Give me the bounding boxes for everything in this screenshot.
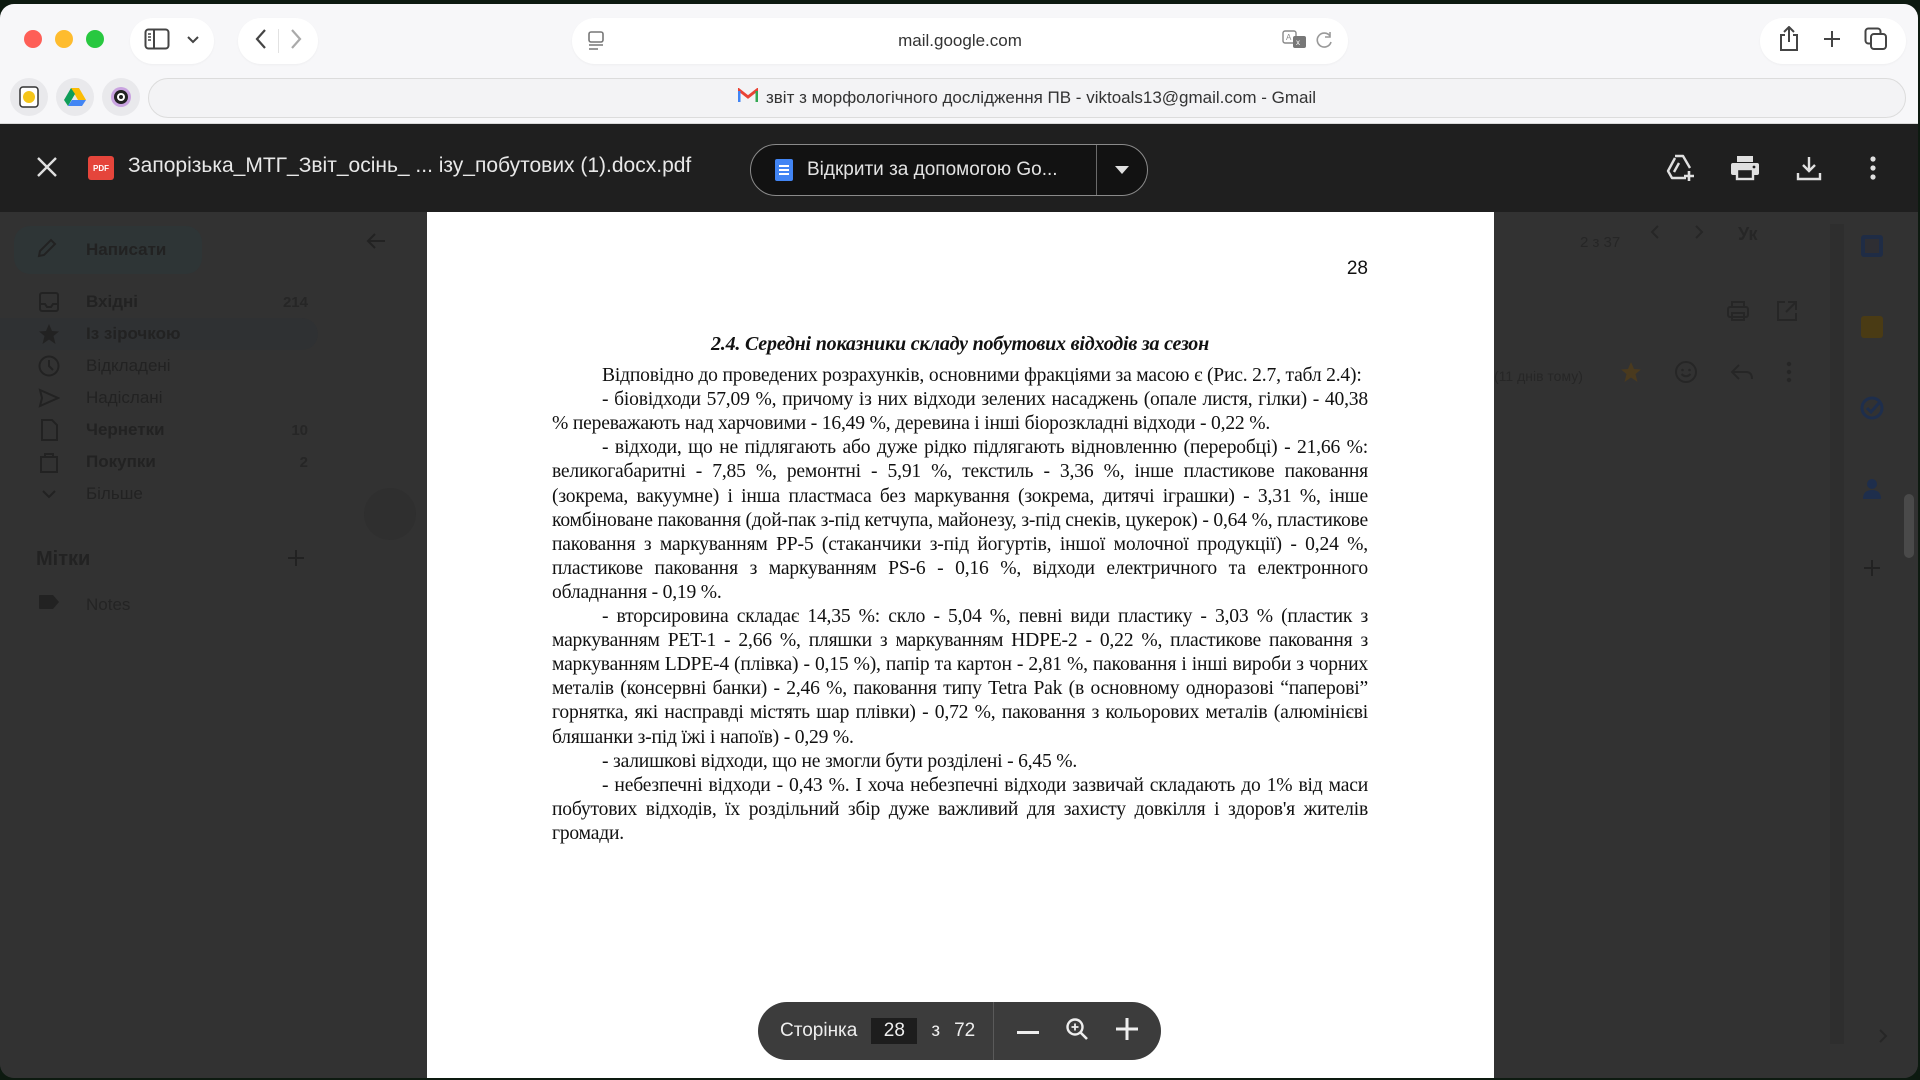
nav-item-purchases[interactable] bbox=[0, 446, 320, 478]
paragraph: - вторсировина складає 14,35 %: скло - 5,04 %, певні види пластику - 3,03 % (пластик з маркуванням PET-1 - 2,66 %, пляшки з маркуванням HDPE-2 - 0,22 %, пластикове паковання з маркуванням LDPE-4 (плівка) - 0,15 %), папір та картон - 2,81 %, паковання і інші вироби з чорних металів (консервні банки) - 2,46 %, паковання типу Tetra Pak (в основному одноразові “паперові” горнятка, які насправді містять шар плівки) - 0,72 %, паковання з кольорових металів (алюмінієві бляшанки з-під їжі і напоїв) - 0,29 %. bbox=[552, 606, 1368, 748]
more-options-icon[interactable] bbox=[1786, 361, 1792, 388]
calendar-icon[interactable] bbox=[1860, 234, 1884, 263]
draft-icon bbox=[38, 419, 60, 441]
compose-label: Написати bbox=[86, 240, 167, 259]
of-label: з bbox=[931, 1020, 941, 1041]
nav-label: Відкладені bbox=[86, 356, 171, 375]
inbox-icon bbox=[38, 292, 60, 312]
message-tools bbox=[1726, 300, 1798, 327]
nav-label: Надіслані bbox=[86, 388, 163, 407]
nav-label: Покупки bbox=[86, 452, 156, 471]
google-drive-icon[interactable] bbox=[56, 78, 94, 116]
zoom-out-button[interactable] bbox=[1017, 1022, 1039, 1040]
active-tab[interactable] bbox=[148, 78, 1906, 118]
side-panel-scrollbar[interactable] bbox=[1904, 494, 1914, 558]
back-to-list-icon[interactable] bbox=[366, 232, 386, 255]
toolbar-actions bbox=[1760, 18, 1906, 64]
keep-icon[interactable] bbox=[1860, 315, 1884, 344]
shopping-bag-icon bbox=[38, 451, 60, 473]
current-page-input[interactable]: 28 bbox=[871, 1018, 917, 1044]
contacts-icon[interactable] bbox=[1861, 477, 1883, 506]
nav-label: Вхідні bbox=[86, 292, 139, 311]
favorites-bar bbox=[10, 78, 140, 116]
paragraph: - залишкові відходи, що не змогли бути розділені - 6,45 %. bbox=[602, 750, 1078, 772]
url-text: mail.google.com bbox=[898, 31, 1022, 50]
open-with-docs-button[interactable] bbox=[751, 145, 1097, 195]
close-viewer-button[interactable] bbox=[34, 154, 60, 185]
open-in-new-window-icon[interactable] bbox=[1776, 300, 1798, 327]
message-nav bbox=[1650, 224, 1758, 245]
nav-item-drafts[interactable] bbox=[0, 414, 320, 446]
nav-label: Більше bbox=[86, 484, 143, 503]
pdf-file-icon: PDF bbox=[88, 156, 114, 180]
browser-window bbox=[0, 4, 1918, 1078]
star-icon bbox=[38, 323, 60, 345]
nav-item-snoozed[interactable] bbox=[0, 350, 320, 382]
gmail-icon bbox=[738, 88, 758, 108]
clock-icon bbox=[38, 355, 60, 377]
sidebar-icon[interactable] bbox=[144, 28, 170, 55]
label-item-notes[interactable] bbox=[38, 594, 130, 615]
reply-icon[interactable] bbox=[1730, 362, 1754, 387]
nav-item-starred[interactable] bbox=[0, 318, 318, 350]
label-name: Notes bbox=[86, 594, 131, 614]
section-heading: 2.4. Середні показники складу побутових відходів за сезон bbox=[711, 333, 1209, 355]
chevron-down-icon[interactable] bbox=[186, 32, 200, 50]
paragraph: - відходи, що не підлягають або дуже рідко підлягають відновленню (переробці) - 21,66 %: великогабаритні - 7,85 %, ремонтні - 5,91 %, текстиль - 3,36 %, інше пластикове паковання (зокрема, вакуумне) і інша пластмаса без маркування (зокрема, дитячі іграшки) - 3,31 %, інше комбіноване паковання (дой-пак з-під кетчупа, майонезу, з-під снеків, цукерок) - 0,64 %, пластикове паковання з маркуванням PP-5 (стаканчики з-під йогуртів, іншої молочної продукції) - 0,24 %, пластикове паковання з маркуванням PS-6 - 0,16 %, відходи електричного та електронного обладнання - 0,19 %. bbox=[552, 437, 1368, 603]
input-language-selector[interactable]: Ук bbox=[1738, 224, 1758, 244]
zoom-controls bbox=[994, 1017, 1161, 1046]
forward-button[interactable] bbox=[289, 27, 303, 56]
side-apps-panel bbox=[1860, 234, 1884, 583]
tasks-icon[interactable] bbox=[1860, 396, 1884, 425]
pencil-icon bbox=[36, 237, 58, 264]
nav-item-inbox[interactable] bbox=[0, 286, 320, 318]
chevron-down-icon bbox=[38, 489, 60, 499]
paragraph: - біовідходи 57,09 %, причому із них відходи зелених насаджень (опале листя, гілки) - 40,38 % переважають над харчовими - 16,49 %, деревина і інші біорозкладні відходи - 0,22 %. bbox=[552, 389, 1368, 435]
viewer-actions bbox=[1664, 148, 1890, 188]
back-button[interactable] bbox=[254, 27, 268, 56]
page-label: Сторінка bbox=[780, 1020, 858, 1041]
camera-app-icon[interactable] bbox=[102, 78, 140, 116]
open-with-dropdown-button[interactable] bbox=[1097, 166, 1147, 174]
browser-toolbar bbox=[0, 4, 1918, 124]
tab-overview-icon[interactable] bbox=[1864, 27, 1888, 56]
navigation-group bbox=[238, 18, 318, 64]
divider bbox=[278, 29, 279, 53]
zoom-fit-button[interactable] bbox=[1065, 1017, 1089, 1046]
zoom-in-button[interactable] bbox=[1116, 1018, 1138, 1045]
page-controls bbox=[758, 1002, 1161, 1060]
print-all-icon[interactable] bbox=[1726, 300, 1750, 327]
labels-section bbox=[36, 548, 306, 574]
previous-message-icon[interactable] bbox=[1650, 224, 1660, 245]
nav-label: Чернетки bbox=[86, 420, 165, 439]
download-button[interactable] bbox=[1792, 148, 1826, 188]
share-icon[interactable] bbox=[1778, 26, 1800, 57]
paragraph: Відповідно до проведених розрахунків, основними фракціями за масою є (Рис. 2.7, табл 2.4): bbox=[602, 365, 1362, 387]
pdf-page bbox=[427, 212, 1494, 1078]
notes-app-icon[interactable] bbox=[10, 78, 48, 116]
add-to-drive-button[interactable] bbox=[1664, 148, 1698, 188]
message-actions bbox=[1620, 360, 1792, 389]
nav-count: 214 bbox=[282, 293, 308, 311]
close-window-button[interactable] bbox=[24, 30, 42, 48]
labels-heading: Мітки bbox=[36, 548, 91, 570]
next-message-icon[interactable] bbox=[1694, 224, 1704, 245]
reload-icon[interactable] bbox=[1316, 30, 1334, 55]
nav-item-sent[interactable] bbox=[0, 382, 320, 414]
print-button[interactable] bbox=[1728, 148, 1762, 188]
window-controls bbox=[24, 30, 104, 48]
label-icon bbox=[38, 594, 60, 615]
page-menu-icon[interactable] bbox=[586, 30, 606, 57]
open-with-label: Відкрити за допомогою Go... bbox=[807, 159, 1058, 180]
sender-avatar bbox=[364, 488, 416, 540]
paragraph: - небезпечні відходи - 0,43 %. І хоча небезпечні відходи зазвичай складають до 1% від маси побутових відходів, їх роздільний збір дуже важливий для захисту довкілля і здоров'я жителів громади. bbox=[552, 774, 1368, 844]
document-body bbox=[552, 332, 1368, 846]
google-docs-icon bbox=[775, 159, 793, 181]
caret-down-icon bbox=[1115, 166, 1129, 174]
page-indicator bbox=[758, 1002, 994, 1060]
emoji-reaction-icon[interactable] bbox=[1674, 360, 1698, 389]
address-bar[interactable] bbox=[572, 18, 1348, 64]
add-label-button[interactable] bbox=[286, 548, 306, 574]
translate-icon[interactable] bbox=[1282, 30, 1308, 55]
open-with-control bbox=[750, 144, 1148, 196]
message-pagination: 2 з 37 bbox=[1580, 234, 1621, 251]
nav-count: 2 bbox=[299, 453, 308, 471]
new-tab-icon[interactable] bbox=[1822, 29, 1842, 54]
zoom-window-button[interactable] bbox=[86, 30, 104, 48]
file-name: Запорізька_МТГ_Звіт_осінь_ ... ізу_побутових (1).docx.pdf bbox=[128, 154, 692, 177]
svg-text:x: x bbox=[1296, 38, 1300, 47]
tab-title: звіт з морфологічного дослідження ПВ - viktoals13@gmail.com - Gmail bbox=[765, 88, 1317, 107]
nav-label: Із зірочкою bbox=[86, 324, 181, 343]
content-scroll-track bbox=[1830, 224, 1844, 1044]
star-icon[interactable] bbox=[1620, 361, 1642, 388]
minimize-window-button[interactable] bbox=[55, 30, 73, 48]
svg-text:A: A bbox=[1286, 33, 1292, 42]
gmail-nav bbox=[0, 286, 320, 510]
document-page-number: 28 bbox=[1346, 258, 1368, 279]
expand-side-panel-icon[interactable] bbox=[1878, 1028, 1888, 1049]
nav-item-more[interactable] bbox=[0, 478, 320, 510]
pdf-viewer-header bbox=[0, 124, 1918, 212]
sidebar-toggle-group bbox=[130, 18, 214, 64]
message-time: (11 днів тому) bbox=[1494, 368, 1583, 384]
nav-count: 10 bbox=[291, 421, 308, 439]
send-icon bbox=[38, 388, 60, 408]
more-actions-button[interactable] bbox=[1856, 148, 1890, 188]
add-app-icon[interactable] bbox=[1862, 558, 1882, 583]
total-pages: 72 bbox=[954, 1020, 976, 1041]
compose-button[interactable] bbox=[14, 226, 202, 274]
